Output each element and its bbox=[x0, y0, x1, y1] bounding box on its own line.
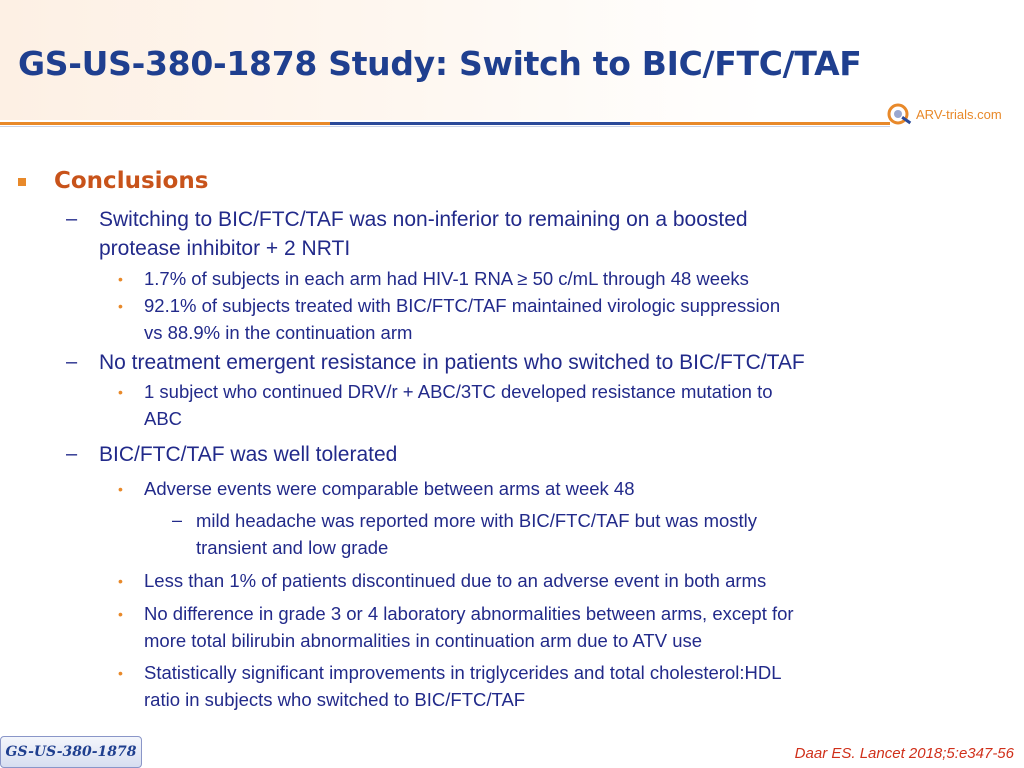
title-rule-blue bbox=[330, 122, 630, 125]
conclusion-subline: more total bilirubin abnormalities in continuation arm due to ATV use bbox=[144, 630, 703, 651]
conclusion-subline: No difference in grade 3 or 4 laboratory abnormalities between arms, except for bbox=[144, 603, 794, 624]
conclusion-subline: 1 subject who continued DRV/r + ABC/3TC developed resistance mutation to bbox=[144, 381, 773, 402]
citation: Daar ES. Lancet 2018;5:e347-56 bbox=[794, 745, 1014, 762]
dot-bullet-icon: • bbox=[118, 271, 123, 287]
dot-bullet-icon: • bbox=[118, 573, 123, 589]
conclusion-subline: transient and low grade bbox=[196, 537, 389, 558]
dash-bullet-icon: – bbox=[172, 510, 183, 530]
dash-bullet-icon: – bbox=[66, 443, 78, 465]
arv-trials-logo bbox=[886, 102, 1002, 126]
conclusion-line: protease inhibitor + 2 NRTI bbox=[99, 237, 351, 260]
conclusion-line: No treatment emergent resistance in patients who switched to BIC/FTC/TAF bbox=[99, 351, 805, 374]
title-rule-thin bbox=[0, 126, 890, 127]
conclusion-subline: Statistically significant improvements in triglycerides and total cholesterol:HDL bbox=[144, 662, 782, 683]
section-heading: Conclusions bbox=[54, 168, 209, 194]
conclusion-subline: mild headache was reported more with BIC/FTC/TAF but was mostly bbox=[196, 510, 758, 531]
logo-mark-icon bbox=[886, 102, 914, 126]
dot-bullet-icon: • bbox=[118, 384, 123, 400]
study-tag: GS-US-380-1878 bbox=[0, 736, 142, 768]
conclusion-subline: ABC bbox=[144, 408, 183, 429]
conclusion-subline: Adverse events were comparable between arms at week 48 bbox=[144, 478, 635, 499]
square-bullet-icon bbox=[18, 178, 26, 186]
dot-bullet-icon: • bbox=[118, 481, 123, 497]
conclusion-subline: Less than 1% of patients discontinued due to an adverse event in both arms bbox=[144, 570, 767, 591]
conclusion-subline: 1.7% of subjects in each arm had HIV-1 RNA ≥ 50 c/mL through 48 weeks bbox=[144, 268, 749, 289]
dot-bullet-icon: • bbox=[118, 606, 123, 622]
conclusion-subline: vs 88.9% in the continuation arm bbox=[144, 322, 413, 343]
slide-title: GS-US-380-1878 Study: Switch to BIC/FTC/TAF bbox=[18, 44, 862, 83]
dash-bullet-icon: – bbox=[66, 351, 78, 373]
conclusion-subline: 92.1% of subjects treated with BIC/FTC/TAF maintained virologic suppression bbox=[144, 295, 781, 316]
conclusion-line: Switching to BIC/FTC/TAF was non-inferior to remaining on a boosted bbox=[99, 208, 748, 231]
title-rule-orange bbox=[0, 122, 330, 125]
dot-bullet-icon: • bbox=[118, 298, 123, 314]
dash-bullet-icon: – bbox=[66, 208, 78, 230]
conclusion-subline: ratio in subjects who switched to BIC/FTC/TAF bbox=[144, 689, 526, 710]
logo-text: ARV-trials.com bbox=[916, 106, 1002, 122]
conclusion-line: BIC/FTC/TAF was well tolerated bbox=[99, 443, 398, 466]
title-rule-orange-right bbox=[630, 122, 890, 125]
dot-bullet-icon: • bbox=[118, 665, 123, 681]
